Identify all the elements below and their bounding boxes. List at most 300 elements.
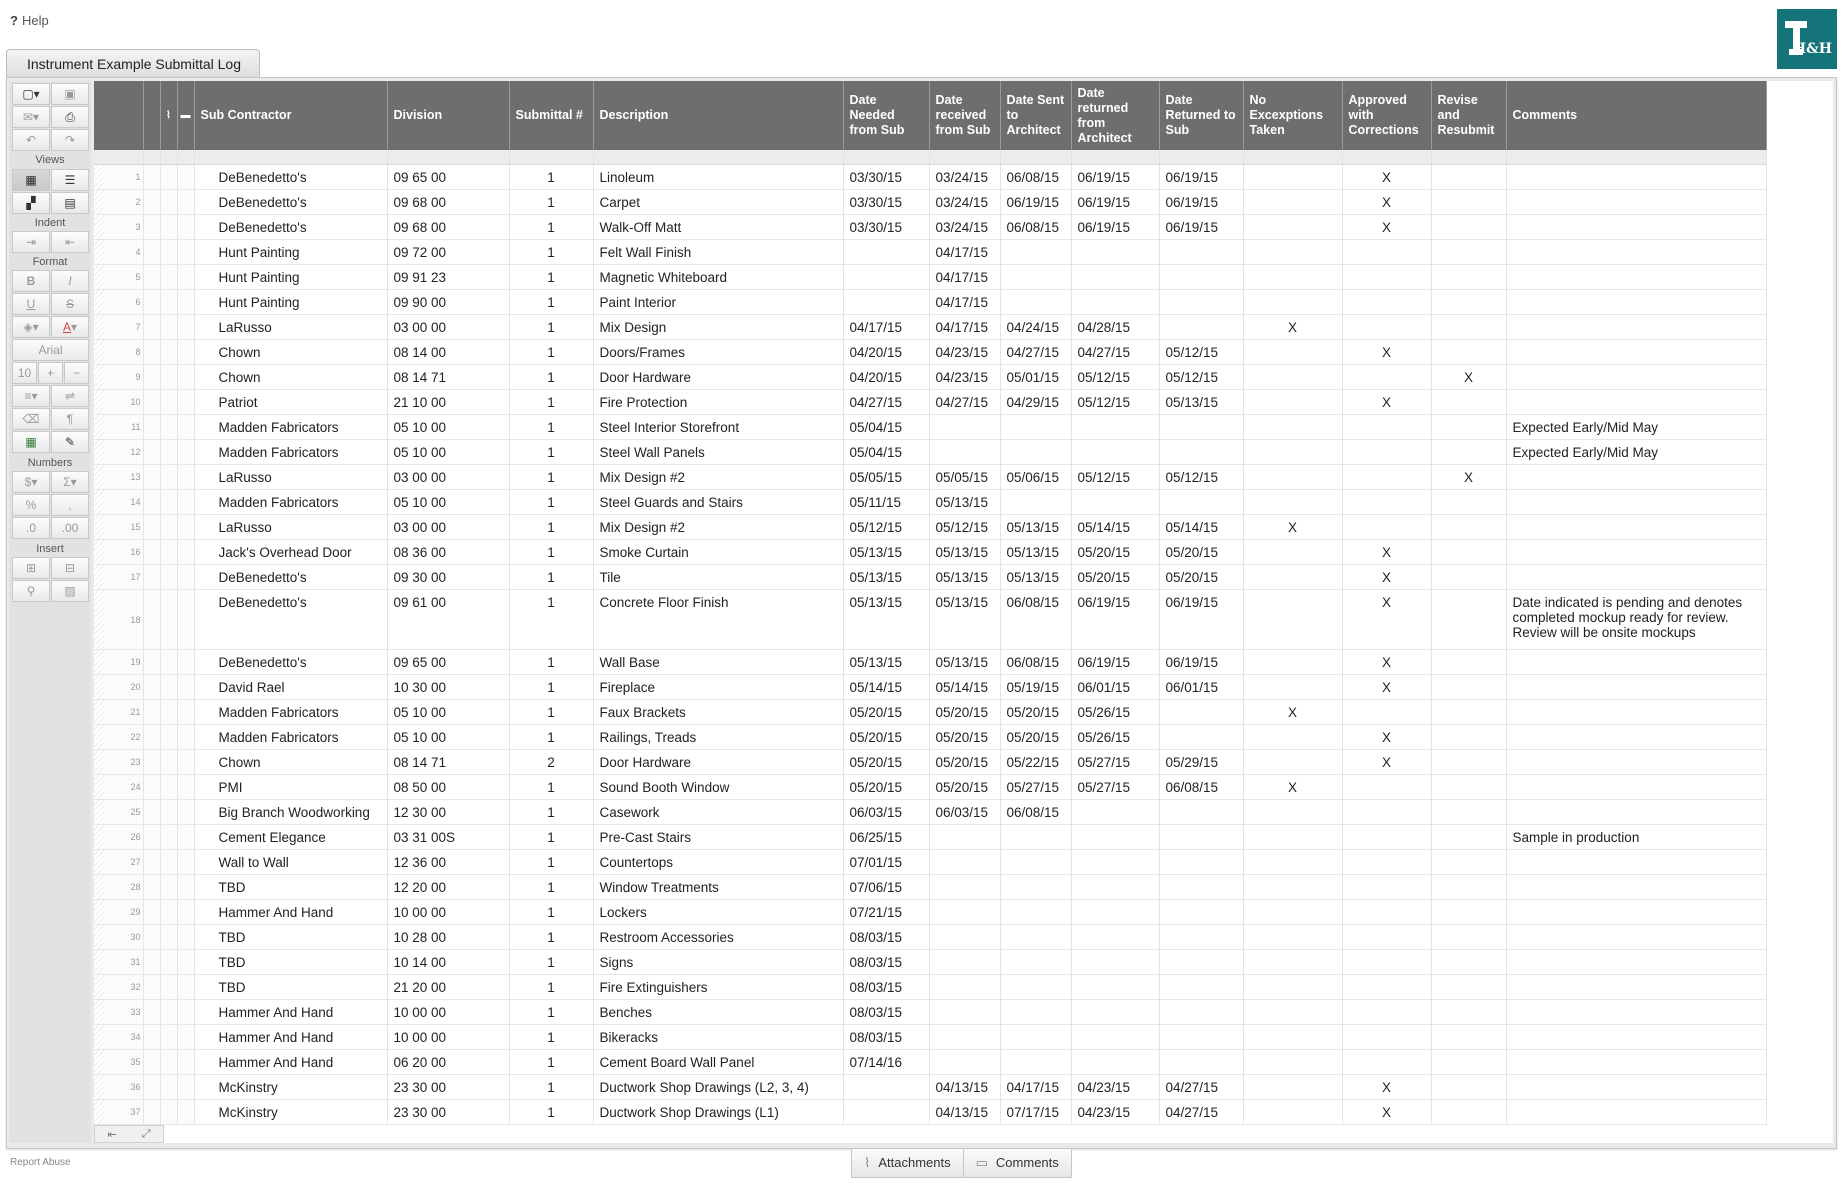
date-needed-cell[interactable]: 08/03/15 <box>843 925 929 950</box>
date-received-cell[interactable]: 05/13/15 <box>929 650 1000 675</box>
division-cell[interactable]: 03 00 00 <box>387 515 509 540</box>
division-cell[interactable]: 08 14 00 <box>387 340 509 365</box>
comments-cell[interactable]: Expected Early/Mid May <box>1506 440 1766 465</box>
no-exceptions-cell[interactable] <box>1243 925 1342 950</box>
description-cell[interactable]: Felt Wall Finish <box>593 240 843 265</box>
date-needed-cell[interactable]: 03/30/15 <box>843 215 929 240</box>
table-row[interactable] <box>94 925 1766 950</box>
date-returned-sub-cell[interactable] <box>1159 800 1243 825</box>
approved-cell[interactable] <box>1342 290 1431 315</box>
date-returned-sub-cell[interactable]: 05/20/15 <box>1159 565 1243 590</box>
row-number[interactable]: 7 <box>94 315 143 340</box>
row-action-cell[interactable] <box>143 315 160 340</box>
table-row[interactable] <box>94 725 1766 750</box>
sub-contractor-cell[interactable]: Hammer And Hand <box>194 900 387 925</box>
comments-cell[interactable] <box>1506 490 1766 515</box>
row-attachment-cell[interactable] <box>160 775 177 800</box>
font-size-increase-icon[interactable]: + <box>38 362 63 384</box>
revise-cell[interactable] <box>1431 1100 1506 1125</box>
date-received-cell[interactable]: 04/17/15 <box>929 265 1000 290</box>
row-comment-cell[interactable] <box>177 675 194 700</box>
date-sent-cell[interactable]: 05/01/15 <box>1000 365 1071 390</box>
card-view-icon[interactable]: ▞ <box>12 192 50 214</box>
row-number[interactable]: 12 <box>94 440 143 465</box>
date-returned-architect-cell[interactable]: 05/26/15 <box>1071 725 1159 750</box>
col-header-division[interactable]: Division <box>387 81 509 150</box>
col-header-date-returned-architect[interactable]: Date returned from Architect <box>1071 81 1159 150</box>
sub-contractor-cell[interactable]: Madden Fabricators <box>194 700 387 725</box>
date-returned-architect-cell[interactable]: 06/19/15 <box>1071 215 1159 240</box>
sub-contractor-cell[interactable]: TBD <box>194 875 387 900</box>
row-comment-cell[interactable] <box>177 750 194 775</box>
date-returned-sub-cell[interactable]: 06/19/15 <box>1159 590 1243 650</box>
row-action-cell[interactable] <box>143 650 160 675</box>
division-cell[interactable]: 05 10 00 <box>387 725 509 750</box>
revise-cell[interactable] <box>1431 675 1506 700</box>
date-sent-cell[interactable]: 04/17/15 <box>1000 1075 1071 1100</box>
table-row[interactable] <box>94 315 1766 340</box>
approved-cell[interactable] <box>1342 515 1431 540</box>
division-cell[interactable]: 09 72 00 <box>387 240 509 265</box>
col-header-revise[interactable]: Revise and Resubmit <box>1431 81 1506 150</box>
attachments-tab[interactable] <box>851 1149 964 1178</box>
revise-cell[interactable] <box>1431 875 1506 900</box>
row-comment-cell[interactable] <box>177 265 194 290</box>
submittal-number-cell[interactable]: 1 <box>509 315 593 340</box>
row-comment-cell[interactable] <box>177 190 194 215</box>
approved-cell[interactable]: X <box>1342 340 1431 365</box>
date-received-cell[interactable]: 03/24/15 <box>929 215 1000 240</box>
row-number[interactable]: 17 <box>94 565 143 590</box>
description-cell[interactable]: Sound Booth Window <box>593 775 843 800</box>
sub-contractor-cell[interactable]: McKinstry <box>194 1100 387 1125</box>
row-action-cell[interactable] <box>143 1000 160 1025</box>
submittal-number-cell[interactable]: 1 <box>509 1000 593 1025</box>
col-header-date-received[interactable]: Date received from Sub <box>929 81 1000 150</box>
date-returned-sub-cell[interactable] <box>1159 1000 1243 1025</box>
insert-link-icon[interactable]: ⚲ <box>12 580 50 602</box>
row-attachment-cell[interactable] <box>160 290 177 315</box>
approved-cell[interactable]: X <box>1342 390 1431 415</box>
date-received-cell[interactable]: 04/23/15 <box>929 365 1000 390</box>
date-sent-cell[interactable] <box>1000 240 1071 265</box>
table-row[interactable] <box>94 215 1766 240</box>
approved-cell[interactable] <box>1342 265 1431 290</box>
sub-contractor-cell[interactable]: Jack's Overhead Door <box>194 540 387 565</box>
date-returned-architect-cell[interactable] <box>1071 240 1159 265</box>
division-cell[interactable]: 03 00 00 <box>387 315 509 340</box>
comments-cell[interactable] <box>1506 290 1766 315</box>
row-action-cell[interactable] <box>143 440 160 465</box>
revise-cell[interactable] <box>1431 900 1506 925</box>
row-attachment-cell[interactable] <box>160 900 177 925</box>
row-attachment-cell[interactable] <box>160 315 177 340</box>
row-action-cell[interactable] <box>143 490 160 515</box>
description-cell[interactable]: Wall Base <box>593 650 843 675</box>
date-returned-sub-cell[interactable] <box>1159 950 1243 975</box>
row-number[interactable]: 21 <box>94 700 143 725</box>
decrease-decimal-icon[interactable]: .0 <box>12 517 50 539</box>
approved-cell[interactable] <box>1342 825 1431 850</box>
col-header-submittal-number[interactable]: Submittal # <box>509 81 593 150</box>
division-cell[interactable]: 05 10 00 <box>387 440 509 465</box>
revise-cell[interactable] <box>1431 290 1506 315</box>
date-sent-cell[interactable]: 05/20/15 <box>1000 700 1071 725</box>
date-needed-cell[interactable]: 05/11/15 <box>843 490 929 515</box>
approved-cell[interactable] <box>1342 950 1431 975</box>
no-exceptions-cell[interactable] <box>1243 875 1342 900</box>
table-row[interactable] <box>94 290 1766 315</box>
row-number[interactable]: 20 <box>94 675 143 700</box>
table-row[interactable] <box>94 190 1766 215</box>
date-returned-architect-cell[interactable]: 05/20/15 <box>1071 565 1159 590</box>
date-returned-architect-cell[interactable] <box>1071 415 1159 440</box>
table-row[interactable] <box>94 240 1766 265</box>
description-cell[interactable]: Faux Brackets <box>593 700 843 725</box>
date-returned-sub-cell[interactable] <box>1159 900 1243 925</box>
submittal-number-cell[interactable]: 1 <box>509 900 593 925</box>
outdent-icon[interactable]: ⇤ <box>51 231 89 253</box>
approved-cell[interactable] <box>1342 465 1431 490</box>
approved-cell[interactable]: X <box>1342 590 1431 650</box>
row-attachment-cell[interactable] <box>160 750 177 775</box>
row-action-cell[interactable] <box>143 1050 160 1075</box>
date-needed-cell[interactable]: 04/20/15 <box>843 340 929 365</box>
date-sent-cell[interactable] <box>1000 415 1071 440</box>
gantt-view-icon[interactable]: ☰ <box>51 169 89 191</box>
date-sent-cell[interactable] <box>1000 440 1071 465</box>
date-returned-sub-cell[interactable]: 06/19/15 <box>1159 215 1243 240</box>
sub-contractor-cell[interactable]: Hunt Painting <box>194 290 387 315</box>
table-row[interactable] <box>94 825 1766 850</box>
revise-cell[interactable] <box>1431 315 1506 340</box>
row-comment-cell[interactable] <box>177 775 194 800</box>
description-cell[interactable]: Paint Interior <box>593 290 843 315</box>
date-sent-cell[interactable]: 05/19/15 <box>1000 675 1071 700</box>
approved-cell[interactable]: X <box>1342 165 1431 190</box>
sub-contractor-cell[interactable]: Hammer And Hand <box>194 1025 387 1050</box>
row-number[interactable]: 27 <box>94 850 143 875</box>
division-cell[interactable]: 05 10 00 <box>387 490 509 515</box>
row-number[interactable]: 1 <box>94 165 143 190</box>
row-comment-cell[interactable] <box>177 875 194 900</box>
submittal-number-cell[interactable]: 1 <box>509 675 593 700</box>
date-received-cell[interactable]: 05/20/15 <box>929 725 1000 750</box>
date-returned-architect-cell[interactable] <box>1071 900 1159 925</box>
date-returned-architect-cell[interactable]: 05/14/15 <box>1071 515 1159 540</box>
wrap-text-icon[interactable]: ⇌ <box>51 385 89 407</box>
row-number[interactable]: 5 <box>94 265 143 290</box>
date-returned-sub-cell[interactable] <box>1159 700 1243 725</box>
submittal-number-cell[interactable]: 1 <box>509 775 593 800</box>
date-returned-sub-cell[interactable] <box>1159 825 1243 850</box>
revise-cell[interactable] <box>1431 925 1506 950</box>
col-header-date-needed[interactable]: Date Needed from Sub <box>843 81 929 150</box>
row-attachment-cell[interactable] <box>160 1100 177 1125</box>
date-returned-sub-cell[interactable]: 06/01/15 <box>1159 675 1243 700</box>
date-returned-architect-cell[interactable]: 05/20/15 <box>1071 540 1159 565</box>
date-needed-cell[interactable]: 05/13/15 <box>843 650 929 675</box>
approved-cell[interactable]: X <box>1342 750 1431 775</box>
comments-cell[interactable] <box>1506 1050 1766 1075</box>
row-attachment-cell[interactable] <box>160 165 177 190</box>
division-cell[interactable]: 10 00 00 <box>387 900 509 925</box>
submittal-number-cell[interactable]: 1 <box>509 390 593 415</box>
row-attachment-cell[interactable] <box>160 215 177 240</box>
table-row[interactable] <box>94 440 1766 465</box>
row-attachment-cell[interactable] <box>160 1075 177 1100</box>
table-row[interactable] <box>94 950 1766 975</box>
description-cell[interactable]: Restroom Accessories <box>593 925 843 950</box>
comments-cell[interactable] <box>1506 875 1766 900</box>
date-returned-architect-cell[interactable] <box>1071 825 1159 850</box>
date-returned-architect-cell[interactable]: 05/26/15 <box>1071 700 1159 725</box>
row-comment-cell[interactable] <box>177 975 194 1000</box>
date-needed-cell[interactable]: 06/25/15 <box>843 825 929 850</box>
revise-cell[interactable] <box>1431 440 1506 465</box>
row-number[interactable]: 32 <box>94 975 143 1000</box>
date-needed-cell[interactable]: 06/03/15 <box>843 800 929 825</box>
revise-cell[interactable] <box>1431 565 1506 590</box>
row-action-cell[interactable] <box>143 415 160 440</box>
approved-cell[interactable] <box>1342 925 1431 950</box>
description-cell[interactable]: Magnetic Whiteboard <box>593 265 843 290</box>
revise-cell[interactable] <box>1431 800 1506 825</box>
description-cell[interactable]: Benches <box>593 1000 843 1025</box>
table-row[interactable] <box>94 1100 1766 1125</box>
submittal-number-cell[interactable]: 1 <box>509 440 593 465</box>
date-received-cell[interactable]: 04/17/15 <box>929 315 1000 340</box>
table-row[interactable] <box>94 565 1766 590</box>
sub-contractor-cell[interactable]: Chown <box>194 365 387 390</box>
division-cell[interactable]: 08 36 00 <box>387 540 509 565</box>
comments-cell[interactable] <box>1506 775 1766 800</box>
table-row[interactable] <box>94 465 1766 490</box>
date-returned-architect-cell[interactable]: 05/12/15 <box>1071 465 1159 490</box>
row-attachment-cell[interactable] <box>160 490 177 515</box>
row-attachment-cell[interactable] <box>160 415 177 440</box>
row-attachment-cell[interactable] <box>160 825 177 850</box>
comments-cell[interactable] <box>1506 190 1766 215</box>
row-number[interactable]: 2 <box>94 190 143 215</box>
date-returned-architect-cell[interactable]: 06/19/15 <box>1071 165 1159 190</box>
date-returned-sub-cell[interactable]: 04/27/15 <box>1159 1075 1243 1100</box>
revise-cell[interactable] <box>1431 1025 1506 1050</box>
date-returned-architect-cell[interactable]: 06/19/15 <box>1071 190 1159 215</box>
row-comment-cell[interactable] <box>177 590 194 650</box>
date-received-cell[interactable] <box>929 825 1000 850</box>
division-cell[interactable]: 09 68 00 <box>387 215 509 240</box>
approved-cell[interactable]: X <box>1342 650 1431 675</box>
no-exceptions-cell[interactable] <box>1243 540 1342 565</box>
sub-contractor-cell[interactable]: DeBenedetto's <box>194 165 387 190</box>
format-painter-icon[interactable]: ¶ <box>51 408 89 430</box>
date-received-cell[interactable]: 05/20/15 <box>929 750 1000 775</box>
row-comment-cell[interactable] <box>177 1000 194 1025</box>
division-cell[interactable]: 05 10 00 <box>387 415 509 440</box>
row-comment-cell[interactable] <box>177 725 194 750</box>
table-row[interactable] <box>94 490 1766 515</box>
approved-cell[interactable] <box>1342 440 1431 465</box>
no-exceptions-cell[interactable] <box>1243 465 1342 490</box>
date-returned-architect-cell[interactable] <box>1071 265 1159 290</box>
table-row[interactable] <box>94 1075 1766 1100</box>
row-comment-cell[interactable] <box>177 240 194 265</box>
comments-cell[interactable] <box>1506 1000 1766 1025</box>
date-returned-sub-cell[interactable] <box>1159 925 1243 950</box>
date-needed-cell[interactable]: 07/14/16 <box>843 1050 929 1075</box>
comments-cell[interactable] <box>1506 1025 1766 1050</box>
calendar-view-icon[interactable]: ▤ <box>51 192 89 214</box>
strikethrough-icon[interactable]: S <box>51 293 89 315</box>
comments-cell[interactable] <box>1506 540 1766 565</box>
date-returned-architect-cell[interactable] <box>1071 850 1159 875</box>
comments-cell[interactable] <box>1506 1075 1766 1100</box>
date-returned-sub-cell[interactable]: 05/14/15 <box>1159 515 1243 540</box>
sub-contractor-cell[interactable]: TBD <box>194 925 387 950</box>
row-comment-cell[interactable] <box>177 950 194 975</box>
date-needed-cell[interactable]: 07/01/15 <box>843 850 929 875</box>
date-needed-cell[interactable]: 08/03/15 <box>843 975 929 1000</box>
revise-cell[interactable] <box>1431 490 1506 515</box>
division-cell[interactable]: 23 30 00 <box>387 1075 509 1100</box>
table-row[interactable] <box>94 800 1766 825</box>
row-attachment-cell[interactable] <box>160 265 177 290</box>
no-exceptions-cell[interactable]: X <box>1243 315 1342 340</box>
date-received-cell[interactable]: 05/12/15 <box>929 515 1000 540</box>
division-cell[interactable]: 12 30 00 <box>387 800 509 825</box>
comments-cell[interactable] <box>1506 215 1766 240</box>
revise-cell[interactable] <box>1431 165 1506 190</box>
row-comment-cell[interactable] <box>177 215 194 240</box>
description-cell[interactable]: Casework <box>593 800 843 825</box>
approved-cell[interactable]: X <box>1342 215 1431 240</box>
comments-cell[interactable] <box>1506 925 1766 950</box>
no-exceptions-cell[interactable] <box>1243 650 1342 675</box>
comments-cell[interactable] <box>1506 650 1766 675</box>
row-action-cell[interactable] <box>143 675 160 700</box>
comments-tab[interactable] <box>964 1149 1072 1178</box>
comments-cell[interactable] <box>1506 365 1766 390</box>
row-attachment-cell[interactable] <box>160 440 177 465</box>
revise-cell[interactable]: X <box>1431 465 1506 490</box>
comments-cell[interactable] <box>1506 465 1766 490</box>
approved-cell[interactable] <box>1342 240 1431 265</box>
row-comment-cell[interactable] <box>177 1100 194 1125</box>
revise-cell[interactable] <box>1431 1000 1506 1025</box>
row-comment-cell[interactable] <box>177 800 194 825</box>
division-cell[interactable]: 09 91 23 <box>387 265 509 290</box>
no-exceptions-cell[interactable] <box>1243 365 1342 390</box>
row-number[interactable]: 34 <box>94 1025 143 1050</box>
row-action-cell[interactable] <box>143 565 160 590</box>
revise-cell[interactable] <box>1431 725 1506 750</box>
no-exceptions-cell[interactable] <box>1243 675 1342 700</box>
sub-contractor-cell[interactable]: Wall to Wall <box>194 850 387 875</box>
row-number[interactable]: 31 <box>94 950 143 975</box>
date-needed-cell[interactable] <box>843 1100 929 1125</box>
description-cell[interactable]: Signs <box>593 950 843 975</box>
table-row[interactable] <box>94 975 1766 1000</box>
col-header-sub-contractor[interactable]: Sub Contractor <box>194 81 387 150</box>
no-exceptions-cell[interactable]: X <box>1243 775 1342 800</box>
report-abuse-link[interactable]: Report Abuse <box>10 1157 71 1168</box>
division-cell[interactable]: 09 68 00 <box>387 190 509 215</box>
comments-cell[interactable] <box>1506 1100 1766 1125</box>
revise-cell[interactable] <box>1431 415 1506 440</box>
submittal-number-cell[interactable]: 1 <box>509 1100 593 1125</box>
date-returned-architect-cell[interactable] <box>1071 925 1159 950</box>
date-returned-sub-cell[interactable] <box>1159 490 1243 515</box>
date-returned-sub-cell[interactable]: 05/12/15 <box>1159 340 1243 365</box>
date-needed-cell[interactable]: 08/03/15 <box>843 1025 929 1050</box>
row-action-cell[interactable] <box>143 465 160 490</box>
sub-contractor-cell[interactable]: Big Branch Woodworking <box>194 800 387 825</box>
save-icon[interactable]: ▣ <box>51 83 89 105</box>
sub-contractor-cell[interactable]: LaRusso <box>194 315 387 340</box>
sub-contractor-cell[interactable]: Cement Elegance <box>194 825 387 850</box>
revise-cell[interactable] <box>1431 850 1506 875</box>
email-icon[interactable]: ✉▾ <box>12 106 50 128</box>
date-sent-cell[interactable]: 04/24/15 <box>1000 315 1071 340</box>
no-exceptions-cell[interactable] <box>1243 1075 1342 1100</box>
row-number[interactable]: 16 <box>94 540 143 565</box>
row-attachment-cell[interactable] <box>160 1000 177 1025</box>
submittal-number-cell[interactable]: 1 <box>509 1050 593 1075</box>
no-exceptions-cell[interactable] <box>1243 165 1342 190</box>
division-cell[interactable]: 10 00 00 <box>387 1025 509 1050</box>
date-sent-cell[interactable]: 05/13/15 <box>1000 565 1071 590</box>
font-size-select[interactable]: 10 <box>12 362 37 384</box>
submittal-number-cell[interactable]: 1 <box>509 950 593 975</box>
row-number[interactable]: 25 <box>94 800 143 825</box>
comments-cell[interactable] <box>1506 565 1766 590</box>
comments-cell[interactable] <box>1506 515 1766 540</box>
indent-icon[interactable]: ⇥ <box>12 231 50 253</box>
underline-icon[interactable]: U <box>12 293 50 315</box>
date-needed-cell[interactable]: 05/04/15 <box>843 415 929 440</box>
table-row[interactable] <box>94 515 1766 540</box>
description-cell[interactable]: Bikeracks <box>593 1025 843 1050</box>
comments-cell[interactable] <box>1506 390 1766 415</box>
row-attachment-cell[interactable] <box>160 365 177 390</box>
no-exceptions-cell[interactable] <box>1243 750 1342 775</box>
row-number[interactable]: 13 <box>94 465 143 490</box>
description-cell[interactable]: Smoke Curtain <box>593 540 843 565</box>
row-comment-cell[interactable] <box>177 415 194 440</box>
date-sent-cell[interactable]: 05/13/15 <box>1000 515 1071 540</box>
approved-cell[interactable] <box>1342 700 1431 725</box>
table-row[interactable] <box>94 590 1766 650</box>
row-comment-cell[interactable] <box>177 365 194 390</box>
date-sent-cell[interactable]: 05/27/15 <box>1000 775 1071 800</box>
revise-cell[interactable] <box>1431 750 1506 775</box>
font-size-decrease-icon[interactable]: − <box>64 362 89 384</box>
no-exceptions-cell[interactable] <box>1243 440 1342 465</box>
row-comment-cell[interactable] <box>177 565 194 590</box>
date-needed-cell[interactable]: 05/14/15 <box>843 675 929 700</box>
table-row[interactable] <box>94 265 1766 290</box>
date-sent-cell[interactable]: 06/08/15 <box>1000 800 1071 825</box>
increase-decimal-icon[interactable]: .00 <box>51 517 89 539</box>
date-received-cell[interactable]: 05/13/15 <box>929 590 1000 650</box>
row-action-cell[interactable] <box>143 590 160 650</box>
date-returned-architect-cell[interactable]: 05/27/15 <box>1071 775 1159 800</box>
insert-image-icon[interactable]: ▨ <box>51 580 89 602</box>
date-sent-cell[interactable]: 06/08/15 <box>1000 165 1071 190</box>
revise-cell[interactable] <box>1431 650 1506 675</box>
submittal-number-cell[interactable]: 1 <box>509 725 593 750</box>
